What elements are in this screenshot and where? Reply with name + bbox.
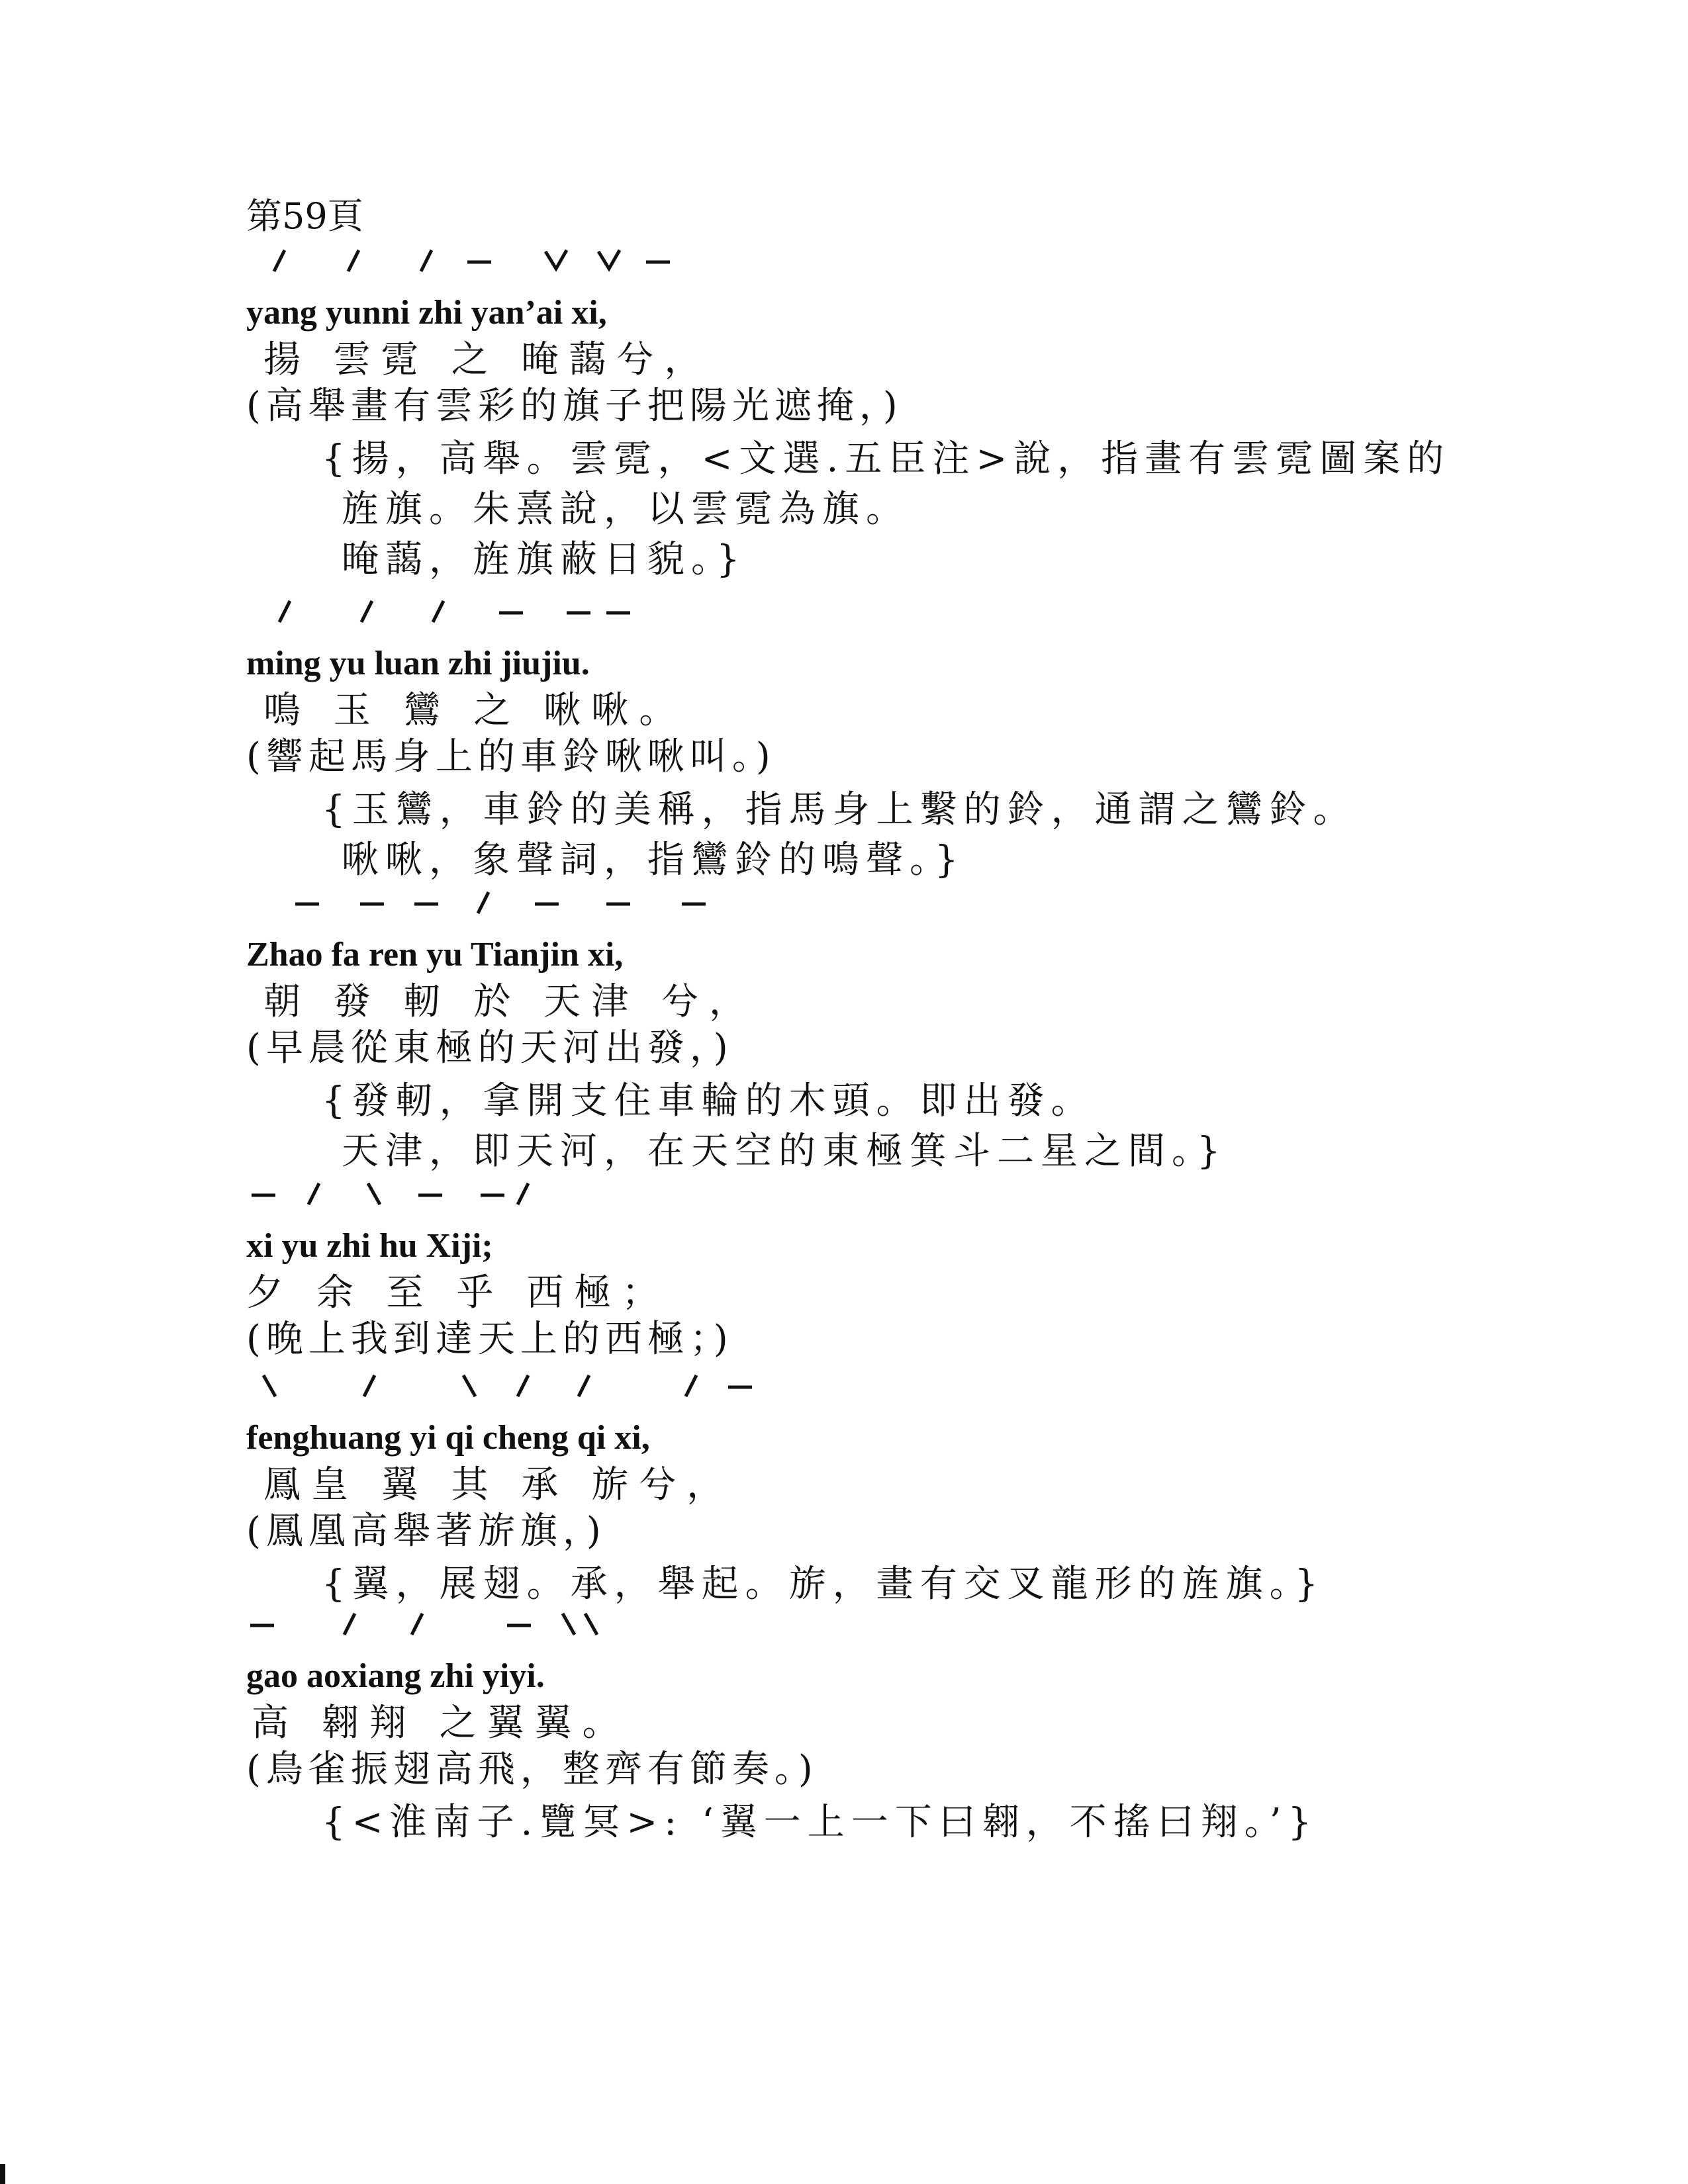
level-tone-mark — [465, 245, 494, 275]
level-tone-mark — [496, 596, 526, 626]
level-tone-mark — [726, 1370, 755, 1400]
tone-marks — [246, 1370, 1173, 1410]
pinyin-line: fenghuang yi qi cheng qi xi, — [246, 1419, 650, 1457]
level-tone-mark — [478, 1178, 507, 1208]
pinyin-line: Zhao fa ren yu Tianjin xi, — [246, 936, 624, 974]
pinyin-line: xi yu zhi hu Xiji; — [246, 1227, 493, 1265]
rising-tone-mark — [569, 1370, 598, 1400]
falling-tone-mark — [577, 1608, 606, 1639]
level-tone-mark — [249, 1178, 278, 1208]
chinese-line: 高 翱翔 之翼翼。 — [252, 1702, 630, 1745]
pinyin-line: yang yunni zhi yan’ai xi, — [246, 294, 607, 332]
translation-line: (晚上我到達天上的西極；) — [246, 1318, 733, 1361]
scan-edge-mark — [0, 2164, 5, 2184]
note-line: {揚，高舉。雲霓，<文選.五臣注>說，指畫有雲霓圖案的 — [322, 437, 1451, 480]
rising-tone-mark — [265, 245, 294, 275]
rising-tone-mark — [412, 245, 441, 275]
level-tone-mark — [679, 887, 708, 917]
translation-line: (高舉畫有雲彩的旗子把陽光遮掩，) — [246, 385, 903, 428]
level-tone-mark — [357, 887, 387, 917]
tone-marks — [246, 1178, 1173, 1218]
level-tone-mark — [532, 887, 561, 917]
note-line: 旌旗。朱熹說，以雲霓為旗。 — [342, 488, 910, 531]
level-tone-mark — [643, 245, 673, 275]
note-line: 啾啾，象聲詞，指鸞鈴的鳴聲。} — [342, 839, 965, 882]
translation-line: (響起馬身上的車鈴啾啾叫。) — [246, 735, 776, 778]
translation-line: (早晨從東極的天河出發，) — [246, 1026, 733, 1069]
dipping-tone-mark — [541, 245, 571, 275]
dipping-tone-mark — [594, 245, 624, 275]
level-tone-mark — [412, 887, 441, 917]
falling-tone-mark — [360, 1178, 389, 1208]
level-tone-mark — [604, 887, 633, 917]
rising-tone-mark — [508, 1370, 538, 1400]
rising-tone-mark — [355, 1370, 384, 1400]
pinyin-line: ming yu luan zhi jiujiu. — [246, 645, 590, 682]
tone-marks — [246, 887, 1173, 927]
rising-tone-mark — [352, 596, 381, 626]
note-line: {翼，展翅。承，舉起。旂，畫有交叉龍形的旌旗。} — [322, 1563, 1325, 1606]
chinese-line: 朝 發 軔 於 天津 兮， — [263, 980, 757, 1023]
note-line: 天津，即天河，在天空的東極箕斗二星之間。} — [342, 1130, 1227, 1173]
level-tone-mark — [248, 1608, 277, 1639]
tone-marks — [246, 1608, 1173, 1648]
rising-tone-mark — [677, 1370, 706, 1400]
level-tone-mark — [293, 887, 322, 917]
rising-tone-mark — [424, 596, 453, 626]
note-line: {玉鸞，車鈴的美稱，指馬身上繫的鈴，通謂之鸞鈴。 — [322, 788, 1357, 831]
level-tone-mark — [604, 596, 633, 626]
rising-tone-mark — [469, 887, 498, 917]
rising-tone-mark — [335, 1608, 364, 1639]
page-number: 第59頁 — [246, 195, 363, 237]
chinese-line: 鳴 玉 鸞 之 啾啾。 — [263, 689, 687, 732]
rising-tone-mark — [508, 1178, 538, 1208]
level-tone-mark — [504, 1608, 534, 1639]
rising-tone-mark — [339, 245, 368, 275]
translation-line: (鳥雀振翅高飛，整齊有節奏。) — [246, 1748, 818, 1791]
chinese-line: 揚 雲霓 之 晻藹兮， — [263, 338, 712, 381]
note-line: {發軔，拿開支住車輪的木頭。即出發。 — [322, 1079, 1095, 1122]
level-tone-mark — [564, 596, 593, 626]
rising-tone-mark — [402, 1608, 432, 1639]
level-tone-mark — [416, 1178, 445, 1208]
rising-tone-mark — [270, 596, 299, 626]
rising-tone-mark — [299, 1178, 328, 1208]
falling-tone-mark — [256, 1370, 285, 1400]
chinese-line: 夕 余 至 乎 西極； — [246, 1271, 670, 1314]
note-line: {<淮南子.覽冥>: ‘翼一上一下曰翱，不搖曰翔。’} — [322, 1801, 1319, 1844]
tone-marks — [246, 596, 1173, 635]
translation-line: (鳳凰高舉著旂旗，) — [246, 1510, 606, 1553]
pinyin-line: gao aoxiang zhi yiyi. — [246, 1657, 545, 1695]
tone-marks — [246, 245, 1173, 285]
note-line: 晻藹，旌旗蔽日貌。} — [342, 538, 747, 581]
falling-tone-mark — [455, 1370, 485, 1400]
chinese-line: 鳳皇 翼 其 承 旂兮， — [263, 1463, 735, 1506]
